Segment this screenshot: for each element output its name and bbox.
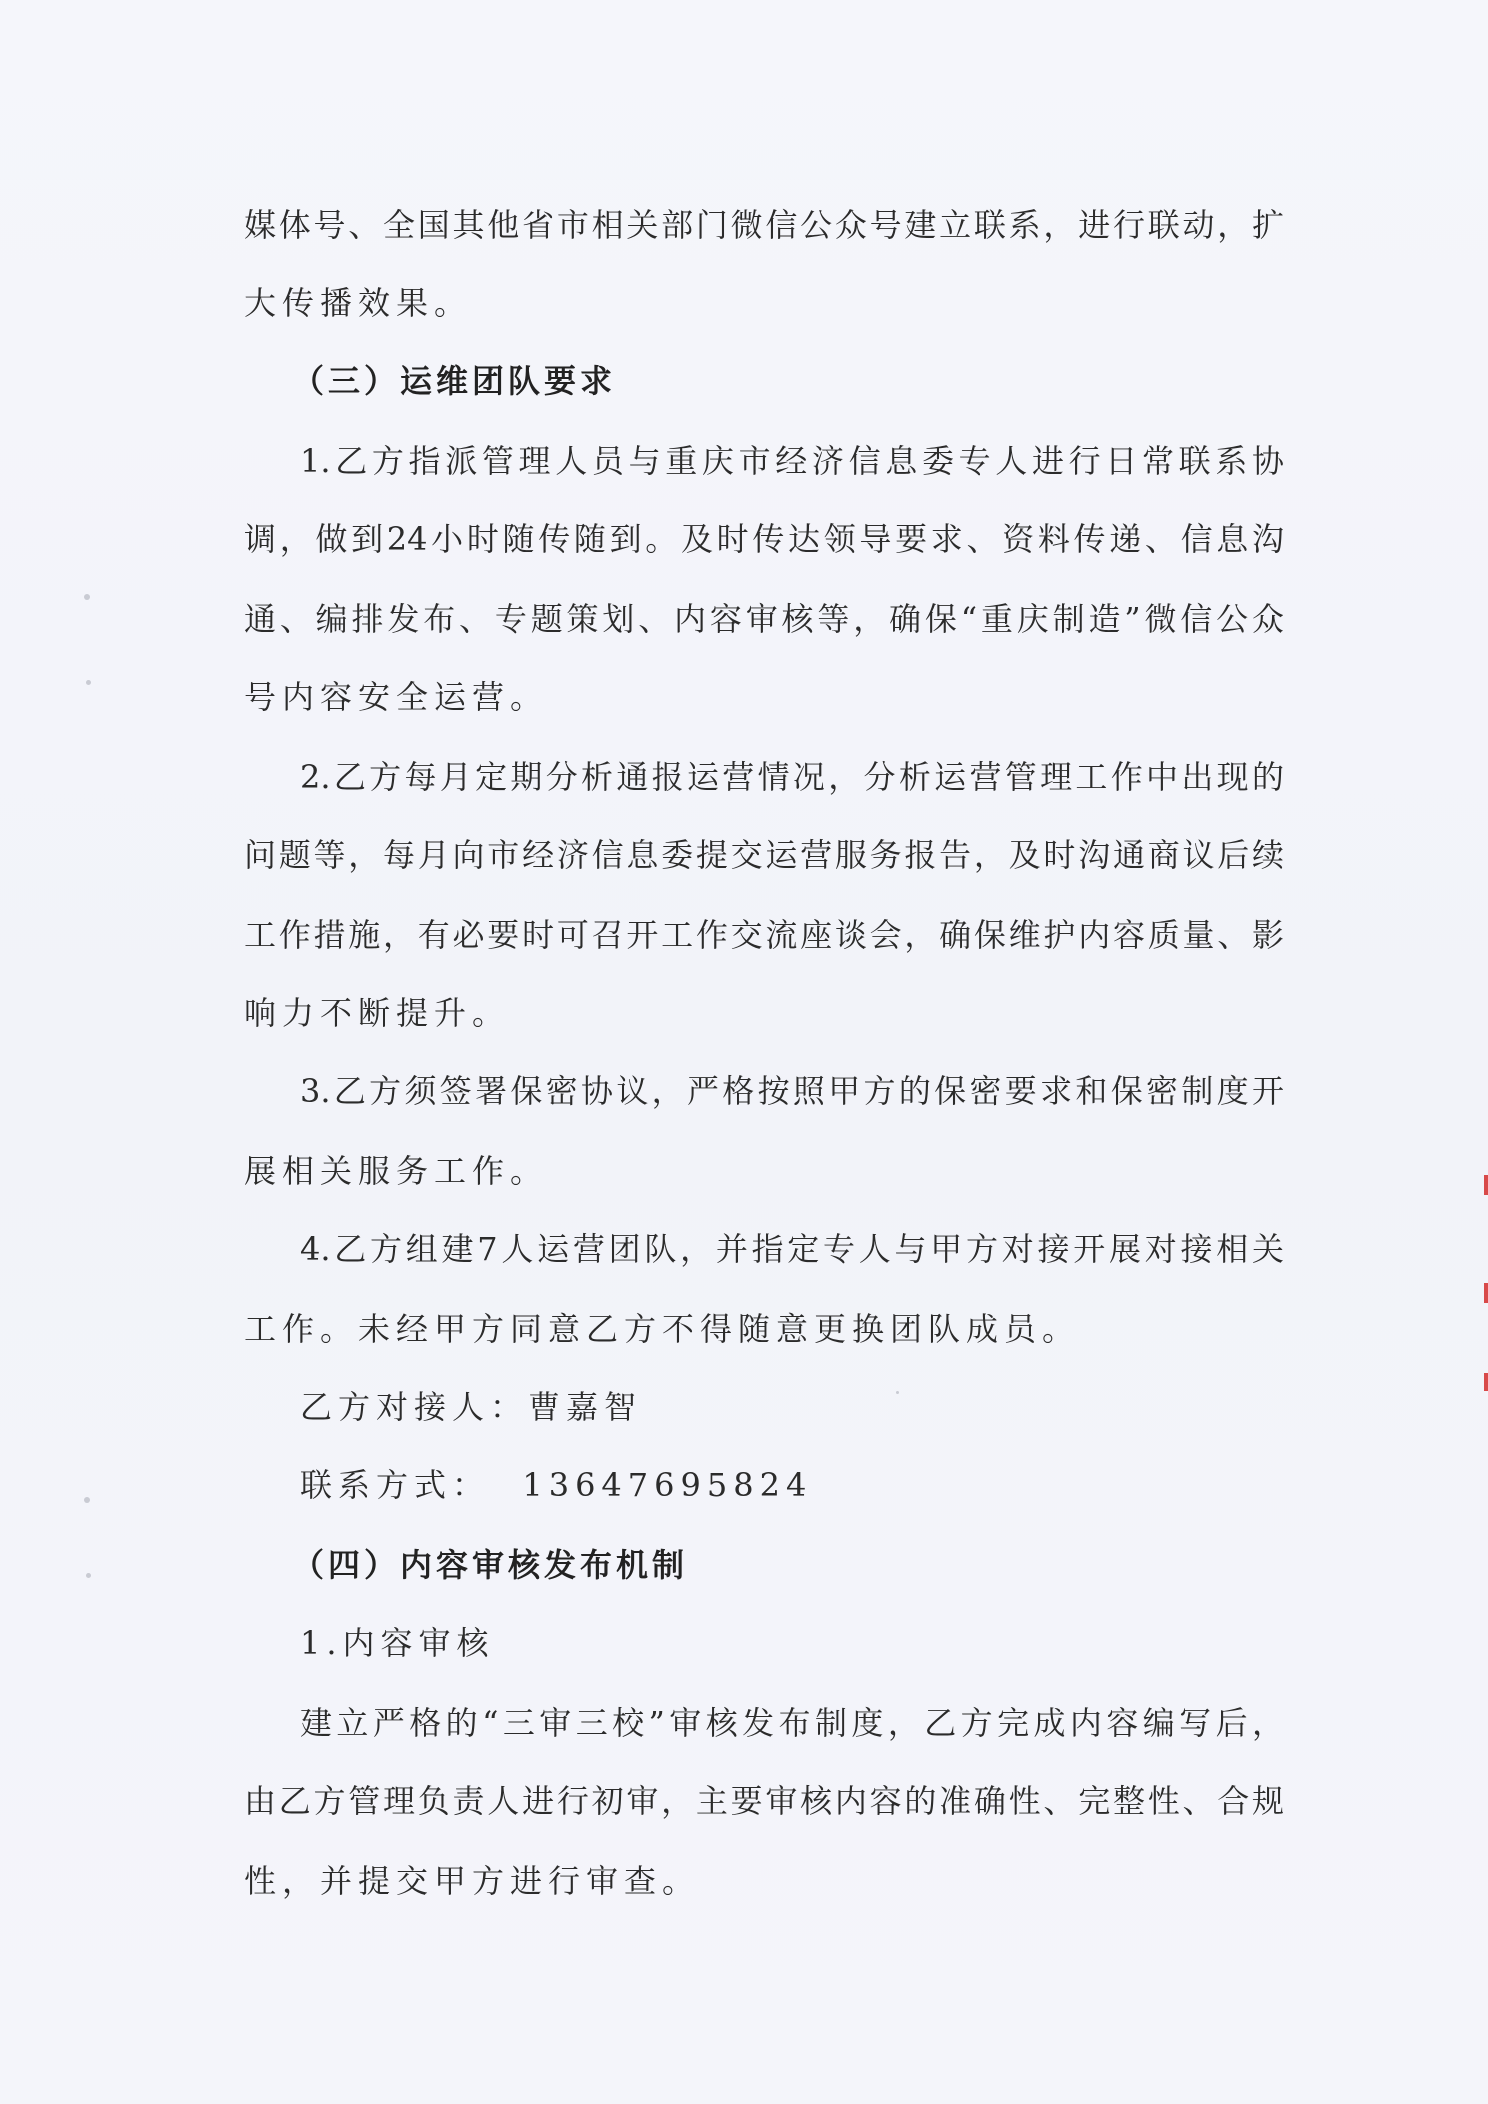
contact-phone: 联系方式： 13647695824 bbox=[300, 1466, 813, 1504]
scan-speck bbox=[896, 1391, 899, 1394]
paragraph-line: 1.乙方指派管理人员与重庆市经济信息委专人进行日常联系协 bbox=[300, 442, 1284, 480]
edge-mark bbox=[1484, 1283, 1488, 1303]
paragraph-line: 号内容安全运营。 bbox=[244, 678, 549, 716]
scan-speck bbox=[86, 680, 91, 685]
paragraph-line: 调，做到24小时随传随到。及时传达领导要求、资料传递、信息沟 bbox=[244, 520, 1284, 558]
paragraph-line: 2.乙方每月定期分析通报运营情况，分析运营管理工作中出现的 bbox=[300, 758, 1284, 796]
paragraph-line: 大传播效果。 bbox=[244, 284, 473, 322]
subsection-heading-content-review: 1.内容审核 bbox=[300, 1624, 495, 1662]
contact-person: 乙方对接人：曹嘉智 bbox=[300, 1388, 643, 1426]
paragraph-line: 4.乙方组建7人运营团队，并指定专人与甲方对接开展对接相关 bbox=[300, 1230, 1284, 1268]
paragraph-line: 通、编排发布、专题策划、内容审核等，确保“重庆制造”微信公众 bbox=[244, 600, 1284, 638]
paragraph-line: 问题等，每月向市经济信息委提交运营服务报告，及时沟通商议后续 bbox=[244, 836, 1284, 874]
paragraph-line: 由乙方管理负责人进行初审，主要审核内容的准确性、完整性、合规 bbox=[244, 1782, 1284, 1820]
paragraph-line: 性，并提交甲方进行审查。 bbox=[244, 1862, 701, 1900]
scan-speck bbox=[84, 1497, 90, 1503]
paragraph-line: 响力不断提升。 bbox=[244, 994, 511, 1032]
section-heading-ops-team: （三）运维团队要求 bbox=[292, 362, 617, 400]
paragraph-line: 媒体号、全国其他省市相关部门微信公众号建立联系，进行联动，扩 bbox=[244, 206, 1284, 244]
edge-mark bbox=[1484, 1373, 1488, 1391]
scan-speck bbox=[86, 1573, 91, 1578]
section-heading-review-mechanism: （四）内容审核发布机制 bbox=[292, 1546, 689, 1584]
scan-speck bbox=[84, 594, 90, 600]
paragraph-line: 工作措施，有必要时可召开工作交流座谈会，确保维护内容质量、影 bbox=[244, 916, 1284, 954]
edge-mark bbox=[1484, 1175, 1488, 1195]
paragraph-line: 建立严格的“三审三校”审核发布制度，乙方完成内容编写后， bbox=[300, 1704, 1284, 1742]
paragraph-line: 工作。未经甲方同意乙方不得随意更换团队成员。 bbox=[244, 1310, 1081, 1348]
paragraph-line: 3.乙方须签署保密协议，严格按照甲方的保密要求和保密制度开 bbox=[300, 1072, 1284, 1110]
paragraph-line: 展相关服务工作。 bbox=[244, 1152, 549, 1190]
